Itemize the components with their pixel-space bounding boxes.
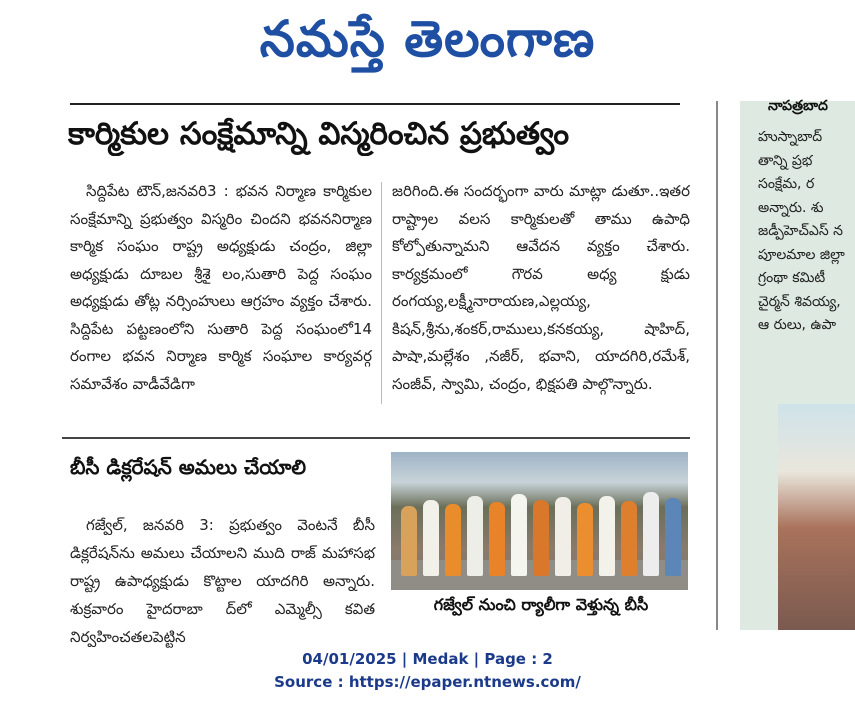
article2-body: గజ్వేల్, జనవరి 3: ప్రభుత్వం వెంటనే బీసీ డిక్లరేషన్‌ను అమలు చేయాలని ముది రాజ్ మహాసభ రాష్ట్ర ఉపాధ్యక్షుడు కొట్టాల యాదగిరి అన్నారు. శుక్రవారం హైదరాబా ద్‌లో ఎమ్మెల్సీ కవిత నిర్వహించతలపెట్టిన [70, 516, 375, 646]
sidebar-photo [778, 404, 855, 630]
article1-column-2: జరిగింది.ఈ సందర్భంగా వారు మాట్లా డుతూ..ఇతర రాష్ట్రాల వలస కార్మికులతో తాము ఉపాధి కోల్పోతున్నామని ఆవేదన వ్యక్తం చేశారు. కార్యక్రమంలో గౌరవ అధ్య క్షుడు రంగయ్య,లక్ష్మీనారాయణ,ఎల్లయ్య, కిషన్,శ్రీను,శంకర్,రాములు,కనకయ్య, షాహిద్, పాషా,మల్లేశం ,నజీర్, భవాని, యాదగిరి,రమేశ్, సంజీవ్, స్వామి, చంద్రం, భిక్షపతి పాల్గొన్నారు. [392, 182, 690, 393]
photo-person [599, 496, 615, 576]
sidebar-text: హుస్నాబాద్ తాన్ని ప్రభ సంక్షేమ, ర అన్నారు. శు జడ్పీహెచ్ఎస్ న పూలమాల జిల్లా గ్రంథా కమిటీ చైర్మన్ శివయ్య, ఆ రులు, ఉపా [758, 129, 845, 333]
newspaper-masthead: నమస్తే తెలంగాణ [259, 10, 596, 68]
photo-caption: గజ్వేల్ నుంచి ర్యాలీగా వెళ్తున్న బీసీ [433, 595, 649, 614]
photo-person [489, 502, 505, 576]
photo-person [533, 500, 549, 576]
photo-person [643, 492, 659, 576]
column-divider [381, 182, 382, 404]
photo-person [555, 497, 571, 576]
article-divider [62, 437, 690, 439]
photo-person [621, 501, 637, 576]
photo-person [423, 500, 439, 576]
photo-person [665, 498, 681, 576]
main-headline: కార్మికుల సంక్షేమాన్ని విస్మరించిన ప్రభుత్వం [68, 116, 570, 152]
photo-person [467, 496, 483, 576]
article1-column-1: సిద్దిపేట టౌన్,జనవరి3 : భవన నిర్మాణ కార్మికుల సంక్షేమాన్ని ప్రభుత్వం విస్మరిం చిందని భవననిర్మాణ కార్మిక సంఘం రాష్ట్ర అధ్యక్షుడు చంద్రం, జిల్లా అధ్యక్షుడు దూబల శ్రీశై లం,సుతారి పెద్ద సంఘం అధ్యక్షుడు తోట్ల నర్సింహులు ఆగ్రహం వ్యక్తం చేశారు. సిద్దిపేట పట్టణంలోని సుతారి పెద్ద సంఘంలో14 రంగాల భవన నిర్మాణ కార్మిక సంఘాల కార్యవర్గ సమావేశం వాడీవేడిగా [70, 182, 372, 393]
article2-headline: బీసీ డిక్లరేషన్ అమలు చేయాలి [70, 455, 307, 479]
photo-person [401, 506, 417, 576]
rally-photo [391, 452, 688, 590]
footer-source: Source : https://epaper.ntnews.com/ [274, 673, 581, 691]
photo-person [445, 504, 461, 576]
sidebar-headline: నాపత్రబాద [768, 98, 828, 114]
sidebar-rule [716, 101, 718, 630]
footer-date-edition: 04/01/2025 | Medak | Page : 2 [302, 650, 553, 668]
photo-person [511, 494, 527, 576]
headline-top-rule [70, 103, 680, 105]
photo-person [577, 503, 593, 576]
